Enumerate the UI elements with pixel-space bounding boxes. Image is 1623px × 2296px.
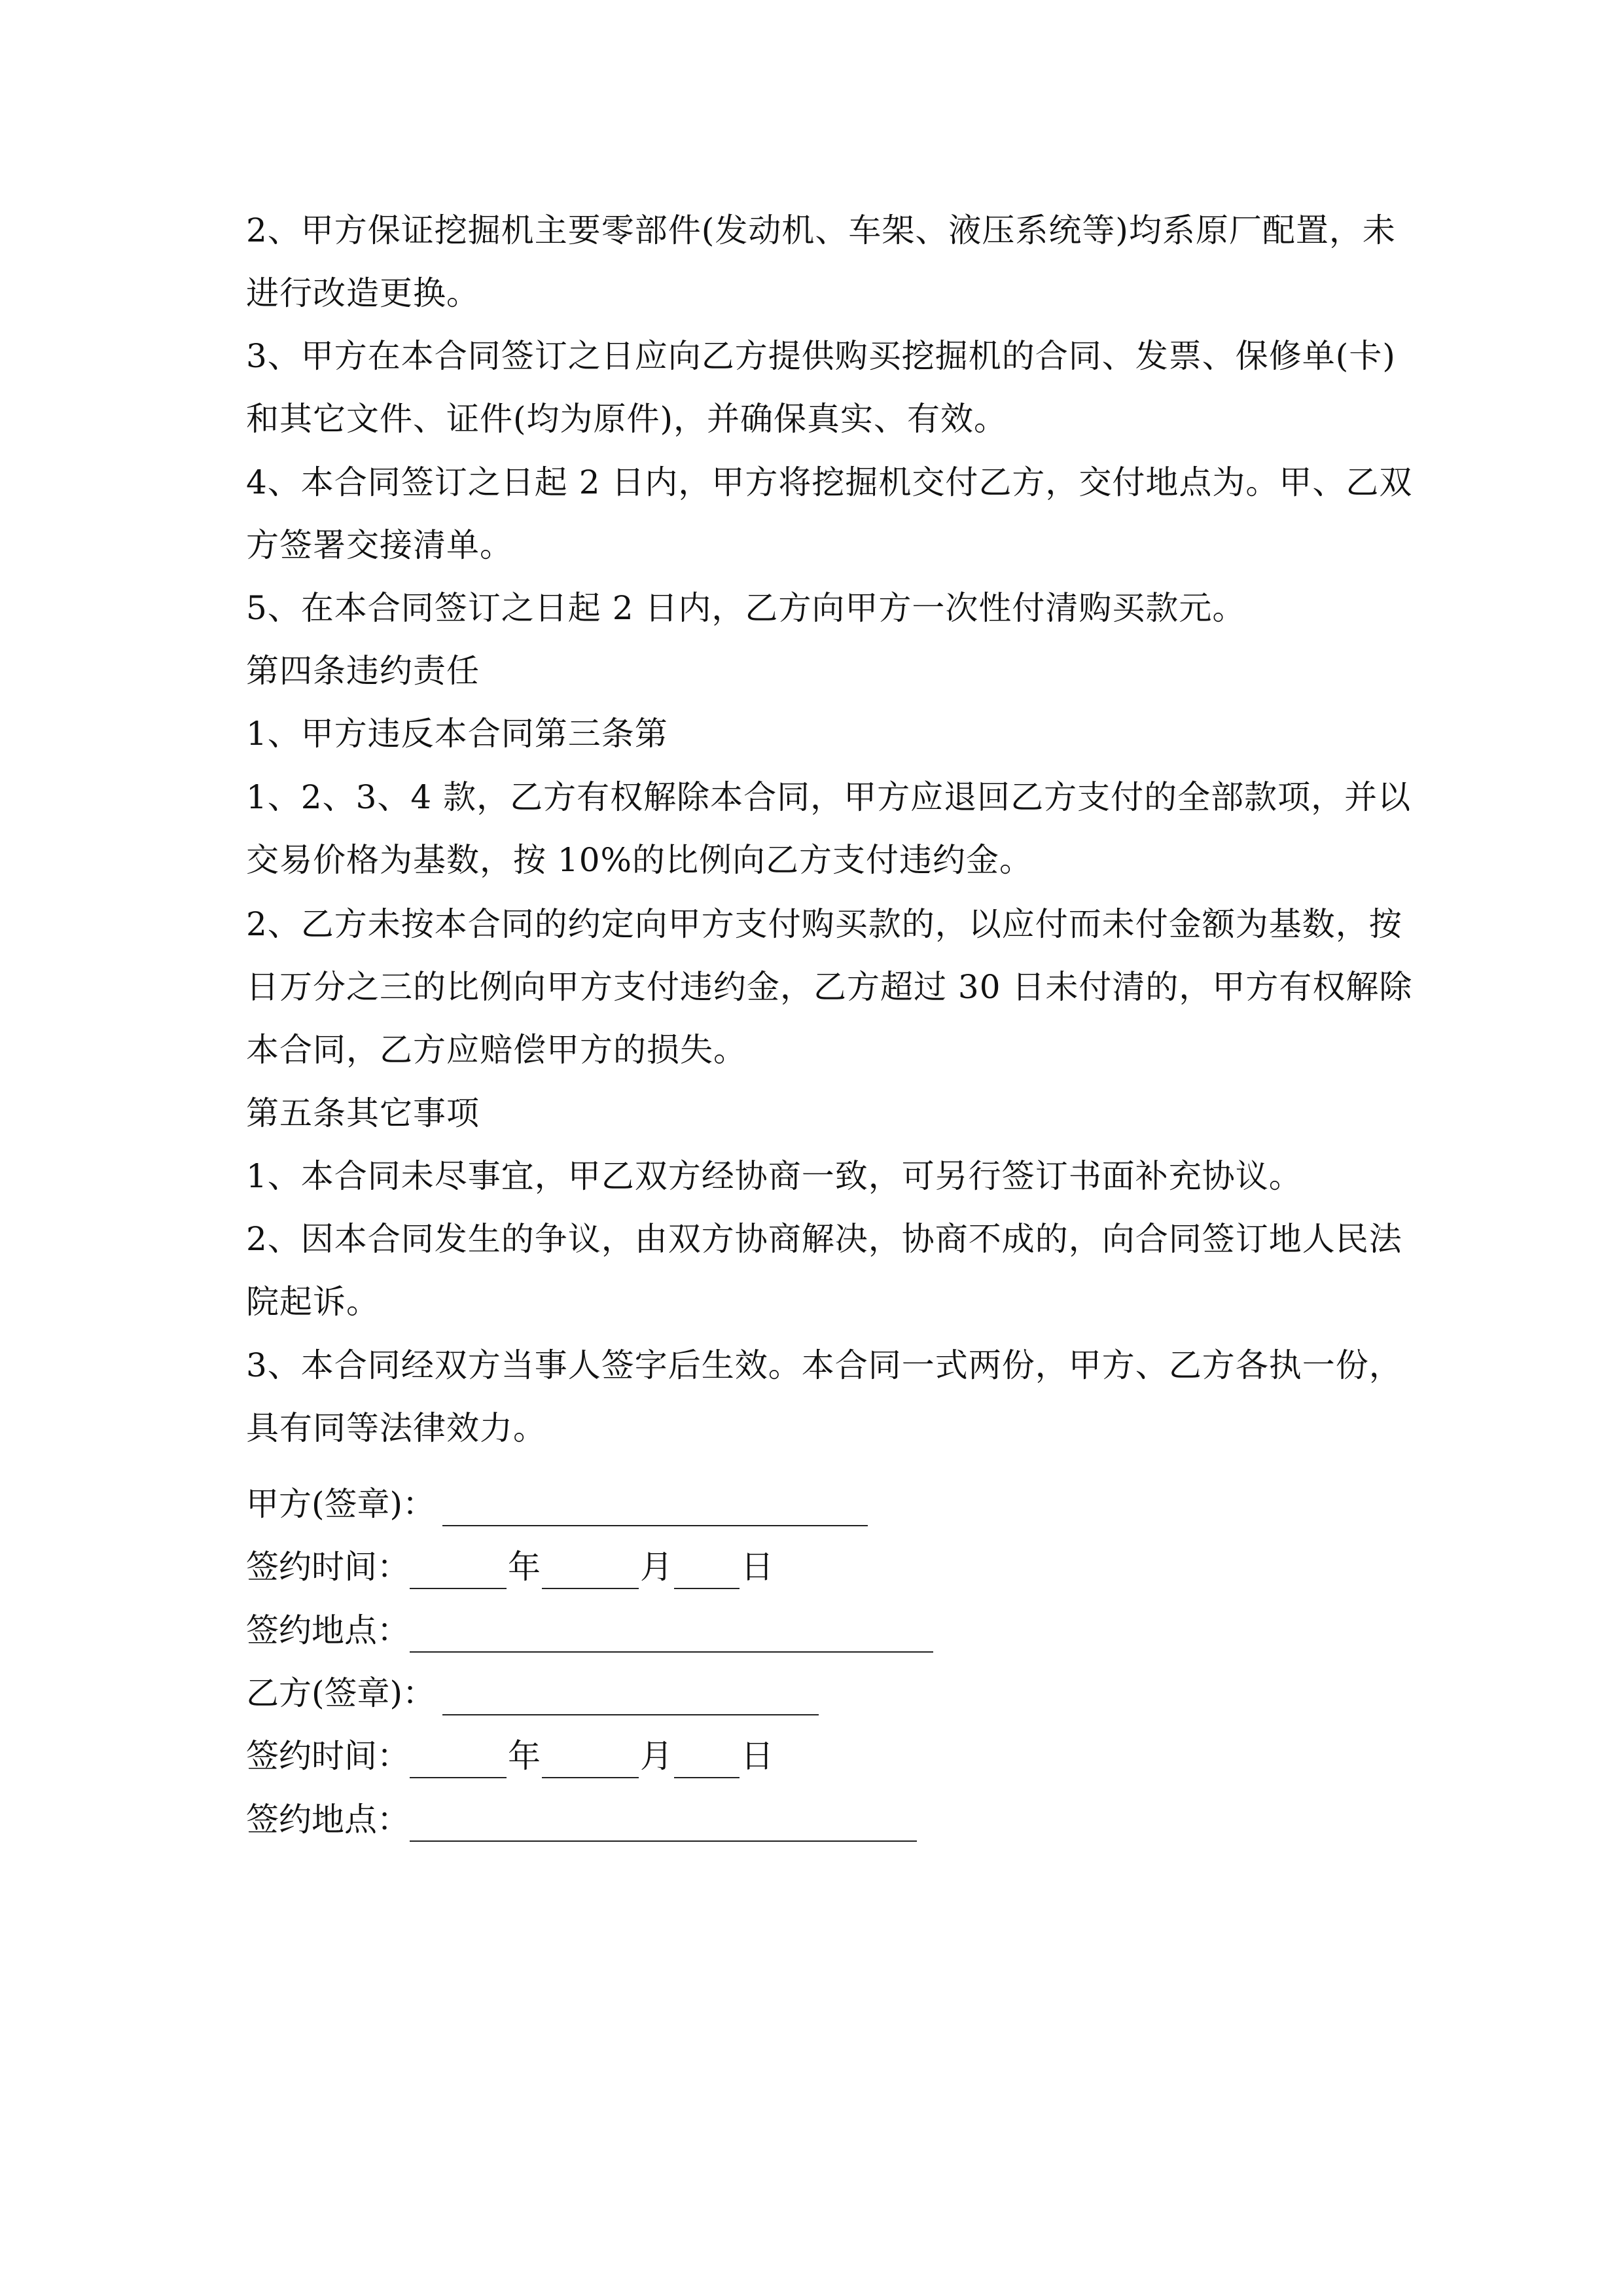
party-b-signature-row [246, 1667, 901, 1719]
paragraph-line: 日万分之三的比例向甲方支付违约金，乙方超过 30 日未付清的，甲方有权解除 [246, 968, 1413, 1006]
paragraph-line: 2、乙方未按本合同的约定向甲方支付购买款的，以应付而未付金额为基数，按 [246, 905, 1402, 943]
paragraph-line: 进行改造更换。 [246, 274, 480, 312]
day-field[interactable] [674, 1730, 740, 1778]
section-heading: 第四条违约责任 [246, 652, 480, 690]
paragraph-line: 院起诉。 [246, 1283, 380, 1321]
paragraph-line: 1、本合同未尽事宜，甲乙双方经协商一致，可另行签订书面补充协议。 [246, 1157, 1302, 1195]
paragraph-line: 3、本合同经双方当事人签字后生效。本合同一式两份，甲方、乙方各执一份， [246, 1346, 1402, 1384]
month-field[interactable] [542, 1541, 639, 1589]
party-b-label: 乙方(签章)： [246, 1674, 436, 1712]
party-a-signature-line[interactable] [442, 1478, 868, 1526]
party-a-date-row [246, 1541, 901, 1593]
paragraph-line: 2、甲方保证挖掘机主要零部件(发动机、车架、液压系统等)均系原厂配置，未 [246, 211, 1396, 249]
month-label: 月 [640, 1548, 673, 1586]
year-label: 年 [508, 1548, 541, 1586]
party-a-signature-row [246, 1478, 901, 1530]
date-label: 签约时间： [246, 1737, 410, 1775]
year-field[interactable] [410, 1730, 507, 1778]
paragraph-line: 本合同，乙方应赔偿甲方的损失。 [246, 1031, 747, 1069]
month-label: 月 [640, 1737, 673, 1775]
place-label: 签约地点： [246, 1611, 410, 1649]
date-label: 签约时间： [246, 1548, 410, 1586]
paragraph-line: 3、甲方在本合同签订之日应向乙方提供购买挖掘机的合同、发票、保修单(卡) [246, 337, 1396, 375]
section-heading: 第五条其它事项 [246, 1094, 480, 1132]
party-b-place-row [246, 1793, 966, 1846]
day-label: 日 [741, 1737, 774, 1775]
day-label: 日 [741, 1548, 774, 1586]
year-label: 年 [508, 1737, 541, 1775]
paragraph-line: 2、因本合同发生的争议，由双方协商解决，协商不成的，向合同签订地人民法 [246, 1220, 1402, 1258]
paragraph-line: 具有同等法律效力。 [246, 1409, 546, 1447]
party-b-signature-line[interactable] [442, 1667, 819, 1715]
paragraph-line: 交易价格为基数，按 10%的比例向乙方支付违约金。 [246, 841, 1033, 879]
party-b-place-line[interactable] [410, 1793, 917, 1842]
paragraph-line: 方签署交接清单。 [246, 526, 513, 564]
party-a-place-line[interactable] [410, 1604, 933, 1653]
place-label: 签约地点： [246, 1801, 410, 1839]
party-b-date-row [246, 1730, 901, 1782]
paragraph-line: 1、2、3、4 款，乙方有权解除本合同，甲方应退回乙方支付的全部款项，并以 [246, 778, 1412, 816]
paragraph-line: 4、本合同签订之日起 2 日内，甲方将挖掘机交付乙方，交付地点为。甲、乙双 [246, 463, 1413, 501]
month-field[interactable] [542, 1730, 639, 1778]
paragraph-line: 1、甲方违反本合同第三条第 [246, 715, 668, 753]
paragraph-line: 5、在本合同签订之日起 2 日内，乙方向甲方一次性付清购买款元。 [246, 589, 1246, 627]
year-field[interactable] [410, 1541, 507, 1589]
party-a-place-row [246, 1604, 966, 1657]
day-field[interactable] [674, 1541, 740, 1589]
party-a-label: 甲方(签章)： [246, 1485, 436, 1523]
paragraph-line: 和其它文件、证件(均为原件)，并确保真实、有效。 [246, 400, 1008, 438]
